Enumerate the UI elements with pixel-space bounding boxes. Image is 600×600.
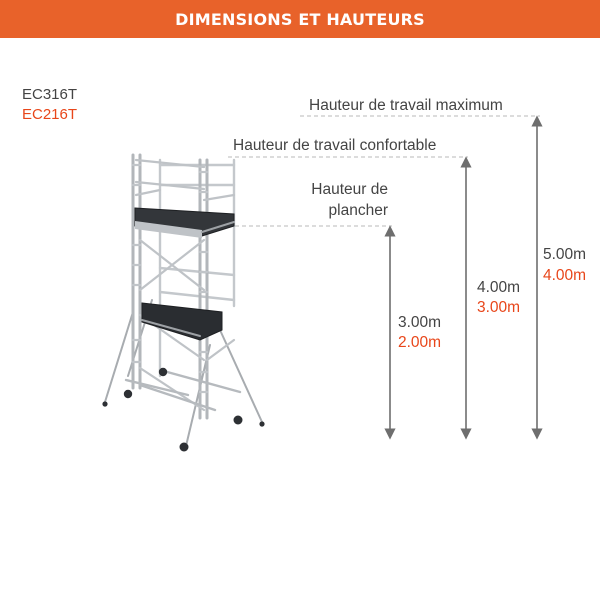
model-primary-label: EC316T bbox=[22, 86, 78, 103]
max-height-label: Hauteur de travail maximum bbox=[309, 97, 503, 114]
floor-height-value-primary: 3.00m bbox=[398, 314, 442, 331]
header-title: DIMENSIONS ET HAUTEURS bbox=[175, 9, 425, 29]
comfort-height-label: Hauteur de travail confortable bbox=[233, 137, 437, 154]
max-height-value-secondary: 4.00m bbox=[543, 267, 587, 284]
comfort-height-value-primary: 4.00m bbox=[477, 279, 521, 296]
floor-height-label-line2: plancher bbox=[328, 202, 388, 219]
comfort-height-value-secondary: 3.00m bbox=[477, 299, 521, 316]
model-secondary-label: EC216T bbox=[22, 106, 78, 123]
floor-height-value-secondary: 2.00m bbox=[398, 334, 442, 351]
floor-height-label-line1: Hauteur de bbox=[311, 181, 388, 198]
max-height-value-primary: 5.00m bbox=[543, 246, 587, 263]
scaffold-tower-icon bbox=[102, 155, 264, 452]
